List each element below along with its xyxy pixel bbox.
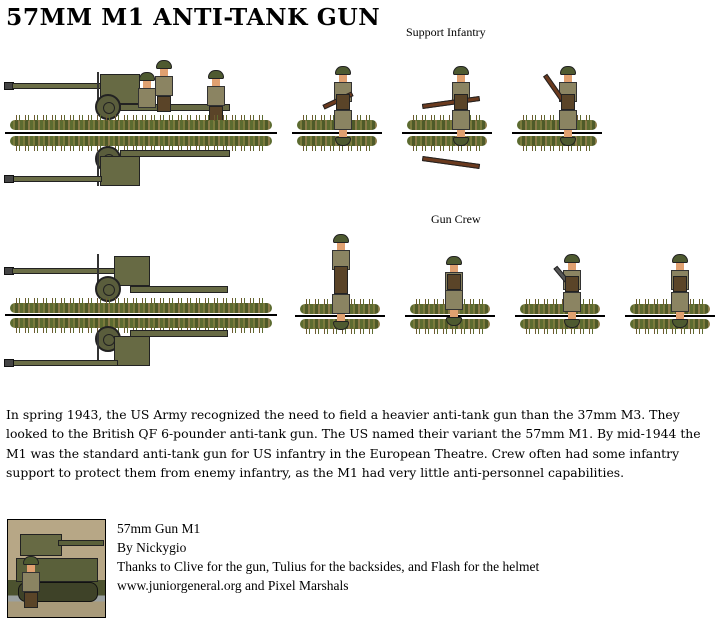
tank-turret	[20, 534, 62, 556]
credits-title: 57mm Gun M1	[117, 521, 201, 536]
sprite-crew-kneeling-shell	[515, 230, 605, 405]
description-text: In spring 1943, the US Army recognized the need to field a heavier anti-tank gun than the 37mm M3. They looked to the British QF 6-pounder anti-tank gun. The US named their variant the 57mm M1. By mid-1944 the M1 was the standard anti-tank gun for US infantry in the European Theatre. Crew often had some infantry support to protect them from enemy infantry, as the M1 had very little anti-personnel capabilities.	[6, 407, 701, 481]
thumbnail-image	[7, 519, 106, 618]
sprite-crew-walking	[295, 230, 385, 405]
sprite-crew-kneeling-binoculars	[625, 230, 715, 405]
credits-block	[117, 519, 539, 595]
sprite-infantry-kneeling-rifle-port	[512, 60, 602, 200]
grass-base-reflection	[10, 136, 272, 146]
credits-website: www.juniorgeneral.org and Pixel Marshals	[117, 578, 349, 593]
thumbnail-soldier	[20, 556, 40, 614]
credits-thanks: Thanks to Clive for the gun, Tulius for the backsides, and Flash for the helmet	[117, 559, 540, 574]
gun-barrel	[12, 83, 102, 89]
sprite-gun-alone	[0, 250, 280, 370]
sprite-crew-crouching	[405, 230, 495, 405]
page-title: 57MM M1 ANTI-TANK GUN	[6, 4, 381, 31]
sprite-gun-with-crew	[0, 60, 280, 200]
credits-author: By Nickygio	[117, 540, 187, 555]
gun-crew-label: Gun Crew	[431, 212, 481, 226]
grass-base	[10, 120, 272, 130]
fold-line	[5, 132, 277, 134]
tank-gun	[58, 540, 104, 546]
sprite-infantry-kneeling-smg	[292, 60, 382, 200]
sprite-infantry-kneeling-rifle-aim	[402, 60, 492, 200]
support-infantry-label: Support Infantry	[406, 25, 486, 39]
